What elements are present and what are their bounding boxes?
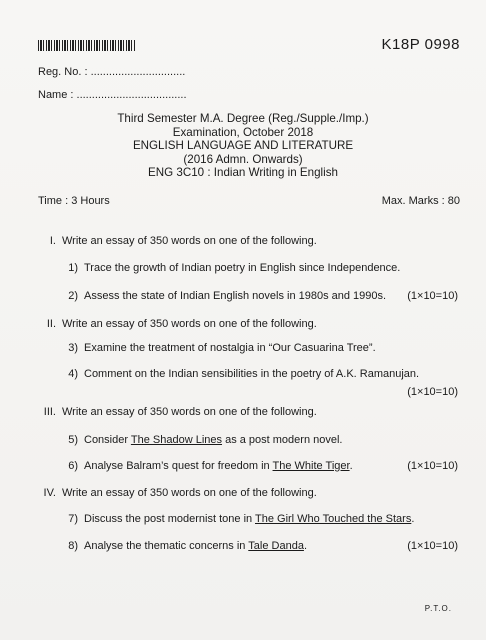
section-heading [34, 235, 317, 247]
paper-code: K18P 0998 [381, 36, 460, 53]
marks-allocation: (1×10=10) [407, 460, 458, 472]
question-text: Assess the state of Indian English novels in 1980s and 1990s. [84, 290, 387, 302]
question-text-suffix: as a post modern novel. [222, 434, 343, 446]
question-number: 2) [68, 290, 78, 302]
barcode [38, 40, 136, 51]
work-title: The White Tiger [272, 460, 350, 472]
max-marks-label: Max. Marks : 80 [381, 195, 460, 207]
reg-no-field: Reg. No. : ............................... [38, 66, 186, 78]
question-number: 4) [68, 368, 78, 380]
admission-line: (2016 Admn. Onwards) [183, 152, 303, 166]
question-item [62, 290, 386, 302]
question-number: 7) [68, 513, 78, 525]
marks-allocation: (1×10=10) [407, 540, 458, 552]
section-number: I. [49, 235, 56, 247]
section-instruction: Write an essay of 350 words on one of the following. [62, 235, 317, 247]
section-heading [34, 318, 317, 330]
time-label: Time : 3 Hours [38, 195, 110, 207]
section-heading [34, 406, 317, 418]
question-number: 6) [68, 460, 78, 472]
semester-line: Third Semester M.A. Degree (Reg./Supple./Imp.) [117, 112, 369, 125]
question-item [62, 434, 342, 446]
section-heading [34, 487, 317, 499]
question-text-prefix: Consider [84, 434, 131, 446]
course-line: ENG 3C10 : Indian Writing in English [148, 166, 338, 180]
work-title: The Shadow Lines [130, 434, 223, 446]
question-number: 5) [68, 434, 78, 446]
exam-header [0, 112, 486, 180]
section-instruction: Write an essay of 350 words on one of the following. [62, 406, 317, 418]
question-text-prefix: Discuss the post modernist tone in [84, 513, 255, 525]
name-field: Name : .................................... [38, 89, 187, 101]
question-text-prefix: Analyse the thematic concerns in [84, 540, 249, 552]
work-title: The Girl Who Touched the Stars [255, 513, 412, 525]
question-number: 8) [68, 540, 78, 552]
section-number: III. [43, 406, 56, 418]
question-number: 3) [68, 342, 78, 354]
section-instruction: Write an essay of 350 words on one of the following. [62, 487, 317, 499]
subject-line: ENGLISH LANGUAGE AND LITERATURE [132, 139, 354, 153]
question-item [62, 460, 353, 472]
section-instruction: Write an essay of 350 words on one of the following. [62, 318, 317, 330]
question-item [62, 262, 400, 274]
question-number: 1) [68, 262, 78, 274]
question-text-prefix: Analyse Balram’s quest for freedom in [84, 460, 273, 472]
examination-line: Examination, October 2018 [172, 125, 314, 139]
section-number: II. [46, 318, 56, 330]
question-item [62, 513, 414, 525]
question-text: Examine the treatment of nostalgia in “Our Casuarina Tree”. [84, 342, 376, 354]
question-text: Trace the growth of Indian poetry in English since Independence. [84, 262, 401, 274]
question-item [62, 368, 419, 380]
question-text-suffix: . [411, 513, 415, 525]
question-text-suffix: . [303, 540, 307, 552]
question-text-suffix: . [349, 460, 353, 472]
marks-allocation: (1×10=10) [407, 290, 458, 302]
marks-allocation: (1×10=10) [407, 386, 458, 398]
page-turn-note: P.T.O. [424, 604, 452, 613]
work-title: Tale Danda [248, 540, 304, 552]
question-item [62, 540, 307, 552]
question-item [62, 342, 376, 354]
section-number: IV. [43, 487, 56, 499]
question-text: Comment on the Indian sensibilities in the poetry of A.K. Ramanujan. [84, 368, 420, 380]
